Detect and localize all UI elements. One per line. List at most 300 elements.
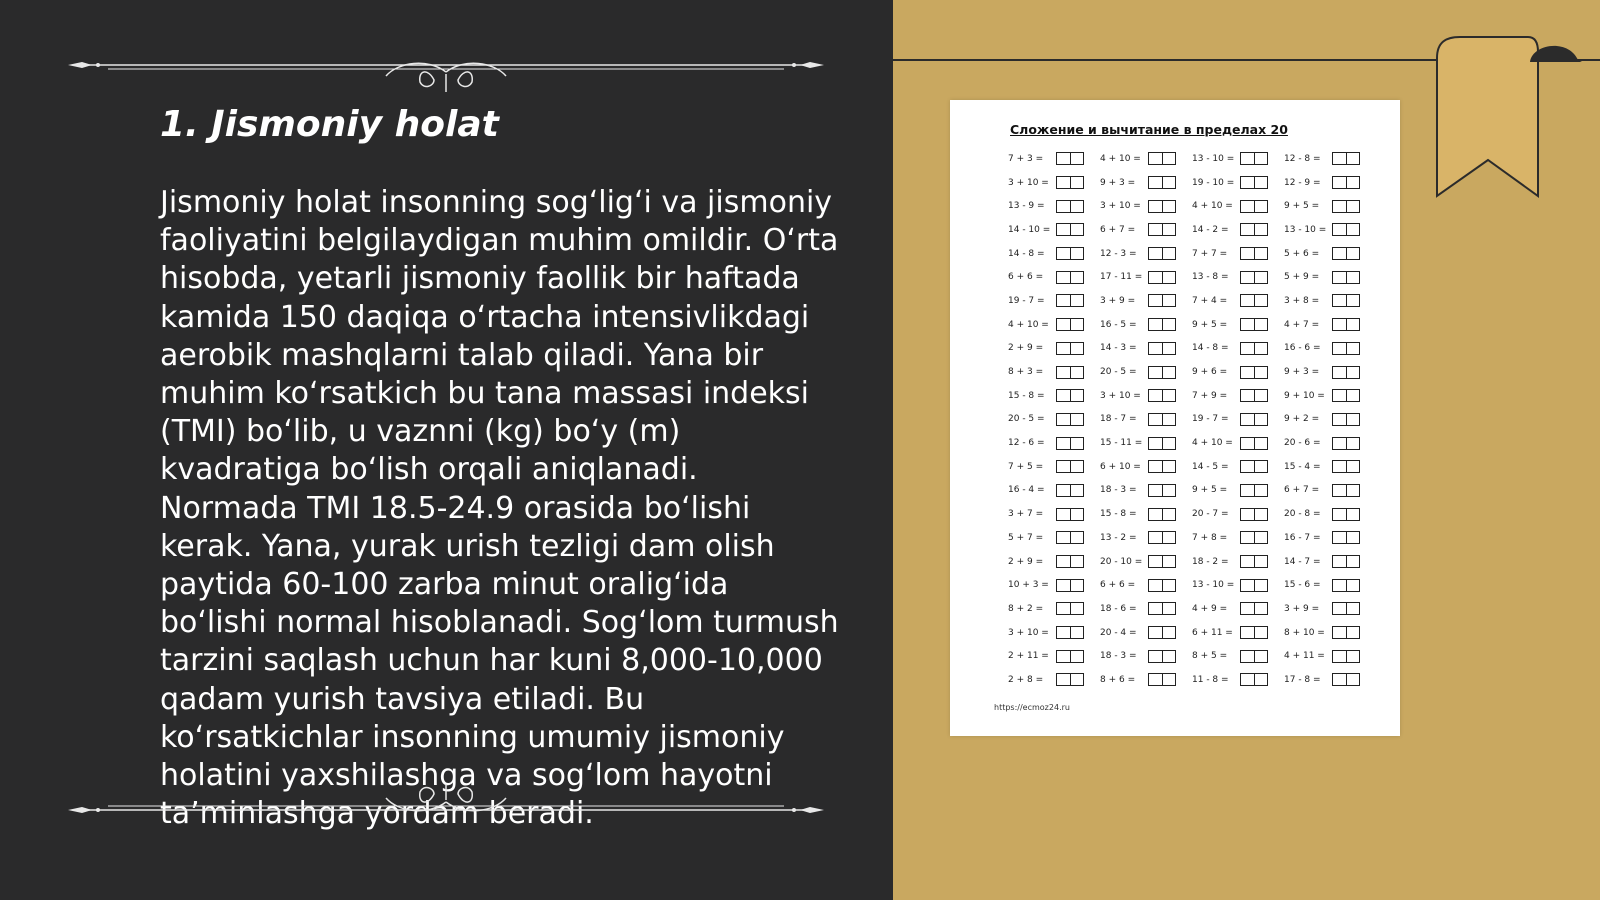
worksheet-title: Сложение и вычитание в пределах 20: [1010, 122, 1288, 137]
problem-expression: 15 - 11 =: [1100, 438, 1143, 449]
worksheet-problem: [1100, 555, 1192, 568]
worksheet-image: [950, 100, 1400, 736]
problem-expression: 3 + 10 =: [1008, 627, 1049, 638]
worksheet-row: [1008, 550, 1378, 574]
problem-expression: 11 - 8 =: [1192, 674, 1229, 685]
problem-expression: 18 - 3 =: [1100, 651, 1137, 662]
worksheet-row: [1008, 621, 1378, 645]
answer-boxes: [1332, 531, 1360, 544]
problem-expression: 18 - 3 =: [1100, 485, 1137, 496]
slide-title: 1. Jismoniy holat: [160, 104, 499, 145]
problem-expression: 4 + 9 =: [1192, 603, 1228, 614]
problem-expression: 14 - 8 =: [1008, 248, 1045, 259]
worksheet-problem: [1192, 413, 1284, 426]
worksheet-problem: [1192, 318, 1284, 331]
answer-boxes: [1056, 531, 1084, 544]
worksheet-problem: [1008, 176, 1100, 189]
worksheet-problem: [1100, 271, 1192, 284]
answer-boxes: [1332, 342, 1360, 355]
worksheet-problem: [1284, 484, 1376, 497]
answer-boxes: [1332, 626, 1360, 639]
worksheet-problem: [1008, 531, 1100, 544]
answer-boxes: [1148, 460, 1176, 473]
problem-expression: 15 - 8 =: [1100, 509, 1137, 520]
answer-boxes: [1240, 413, 1268, 426]
answer-boxes: [1240, 366, 1268, 379]
worksheet-problem: [1100, 294, 1192, 307]
worksheet-row: [1008, 644, 1378, 668]
problem-expression: 9 + 6 =: [1192, 367, 1228, 378]
worksheet-problem: [1192, 531, 1284, 544]
worksheet-problem: [1100, 366, 1192, 379]
answer-boxes: [1332, 673, 1360, 686]
answer-boxes: [1056, 673, 1084, 686]
answer-boxes: [1240, 579, 1268, 592]
answer-boxes: [1332, 602, 1360, 615]
worksheet-problem: [1100, 531, 1192, 544]
worksheet-problem: [1008, 626, 1100, 639]
worksheet-row: [1008, 337, 1378, 361]
worksheet-problem: [1100, 223, 1192, 236]
worksheet-problem: [1008, 579, 1100, 592]
worksheet-problem: [1008, 152, 1100, 165]
worksheet-problem: [1100, 650, 1192, 663]
worksheet-problem: [1284, 342, 1376, 355]
problem-expression: 20 - 6 =: [1284, 438, 1321, 449]
worksheet-problem: [1100, 318, 1192, 331]
worksheet-problem: [1284, 602, 1376, 615]
answer-boxes: [1148, 413, 1176, 426]
worksheet-problem: [1284, 531, 1376, 544]
worksheet-problem: [1284, 626, 1376, 639]
worksheet-problem: [1100, 673, 1192, 686]
problem-expression: 20 - 5 =: [1100, 367, 1137, 378]
worksheet-problem: [1008, 247, 1100, 260]
problem-expression: 7 + 5 =: [1008, 461, 1044, 472]
worksheet-problem: [1008, 271, 1100, 284]
problem-expression: 3 + 10 =: [1100, 390, 1141, 401]
worksheet-row: [1008, 265, 1378, 289]
worksheet-problem: [1100, 626, 1192, 639]
worksheet-problem: [1008, 602, 1100, 615]
worksheet-problem: [1100, 413, 1192, 426]
answer-boxes: [1148, 531, 1176, 544]
problem-expression: 2 + 9 =: [1008, 343, 1044, 354]
problem-expression: 12 - 6 =: [1008, 438, 1045, 449]
answer-boxes: [1056, 342, 1084, 355]
answer-boxes: [1056, 626, 1084, 639]
worksheet-problem: [1100, 152, 1192, 165]
answer-boxes: [1148, 389, 1176, 402]
problem-expression: 8 + 5 =: [1192, 651, 1228, 662]
worksheet-problem: [1284, 223, 1376, 236]
answer-boxes: [1240, 626, 1268, 639]
answer-boxes: [1056, 484, 1084, 497]
answer-boxes: [1332, 437, 1360, 450]
problem-expression: 7 + 4 =: [1192, 295, 1228, 306]
problem-expression: 13 - 2 =: [1100, 532, 1137, 543]
slide-body-text: Jismoniy holat insonning sog‘lig‘i va jismoniy faoliyatini belgilaydigan muhim omildir. O‘rta hisobda, yetarli jismoniy faollik bir haftada kamida 150 daqiqa o‘rtacha intensivlikdagi aerobik mashqlarni talab qiladi. Yana bir muhim ko‘rsatkich bu tana massasi indeksi (TMI) bo‘lib, u vaznni (kg) bo‘y (m) kvadratiga bo‘lish orqali aniqlanadi. Normada TMI 18.5-24.9 orasida bo‘lishi kerak. Yana, yurak urish tezligi dam olish paytida 60-100 zarba minut oralig‘ida bo‘lishi normal hisoblanadi. Sog‘lom turmush tarzini saqlash uchun har kuni 8,000-10,000 qadam yurish tavsiya etiladi. Bu ko‘rsatkichlar insonning umumiy jismoniy holatini yaxshilashga va sog‘lom hayotni ta’minlashga yordam beradi.: [160, 185, 839, 832]
answer-boxes: [1056, 247, 1084, 260]
bookmark-loop-icon: [1528, 36, 1584, 76]
worksheet-row: [1008, 573, 1378, 597]
worksheet-row: [1008, 147, 1378, 171]
problem-expression: 14 - 2 =: [1192, 224, 1229, 235]
answer-boxes: [1332, 650, 1360, 663]
worksheet-row: [1008, 502, 1378, 526]
answer-boxes: [1332, 484, 1360, 497]
answer-boxes: [1332, 200, 1360, 213]
problem-expression: 7 + 3 =: [1008, 153, 1044, 164]
worksheet-problem: [1008, 460, 1100, 473]
worksheet-row: [1008, 313, 1378, 337]
answer-boxes: [1056, 579, 1084, 592]
problem-expression: 15 - 8 =: [1008, 390, 1045, 401]
problem-expression: 7 + 8 =: [1192, 532, 1228, 543]
problem-expression: 14 - 3 =: [1100, 343, 1137, 354]
worksheet-row: [1008, 479, 1378, 503]
problem-expression: 9 + 5 =: [1192, 485, 1228, 496]
problem-expression: 9 + 2 =: [1284, 414, 1320, 425]
problem-expression: 2 + 8 =: [1008, 674, 1044, 685]
problem-expression: 16 - 4 =: [1008, 485, 1045, 496]
worksheet-problem: [1008, 366, 1100, 379]
answer-boxes: [1332, 460, 1360, 473]
worksheet-problem: [1192, 602, 1284, 615]
answer-boxes: [1332, 152, 1360, 165]
worksheet-problem: [1008, 673, 1100, 686]
problem-expression: 8 + 6 =: [1100, 674, 1136, 685]
answer-boxes: [1148, 342, 1176, 355]
worksheet-grid: [1008, 147, 1378, 692]
worksheet-problem: [1100, 579, 1192, 592]
problem-expression: 4 + 10 =: [1192, 201, 1233, 212]
problem-expression: 19 - 7 =: [1192, 414, 1229, 425]
answer-boxes: [1240, 176, 1268, 189]
answer-boxes: [1332, 223, 1360, 236]
worksheet-problem: [1284, 460, 1376, 473]
answer-boxes: [1332, 366, 1360, 379]
answer-boxes: [1148, 176, 1176, 189]
answer-boxes: [1148, 200, 1176, 213]
problem-expression: 16 - 6 =: [1284, 343, 1321, 354]
answer-boxes: [1240, 673, 1268, 686]
worksheet-problem: [1008, 223, 1100, 236]
worksheet-url: https://ecmoz24.ru: [994, 703, 1070, 712]
answer-boxes: [1240, 484, 1268, 497]
worksheet-row: [1008, 431, 1378, 455]
problem-expression: 9 + 3 =: [1100, 177, 1136, 188]
worksheet-problem: [1100, 460, 1192, 473]
problem-expression: 2 + 9 =: [1008, 556, 1044, 567]
problem-expression: 12 - 8 =: [1284, 153, 1321, 164]
answer-boxes: [1332, 247, 1360, 260]
worksheet-problem: [1008, 508, 1100, 521]
worksheet-row: [1008, 384, 1378, 408]
worksheet-row: [1008, 455, 1378, 479]
worksheet-problem: [1008, 294, 1100, 307]
worksheet-problem: [1284, 200, 1376, 213]
problem-expression: 6 + 6 =: [1008, 272, 1044, 283]
answer-boxes: [1056, 413, 1084, 426]
worksheet-row: [1008, 289, 1378, 313]
problem-expression: 20 - 5 =: [1008, 414, 1045, 425]
worksheet-problem: [1284, 508, 1376, 521]
problem-expression: 6 + 7 =: [1284, 485, 1320, 496]
worksheet-problem: [1192, 579, 1284, 592]
problem-expression: 20 - 8 =: [1284, 509, 1321, 520]
answer-boxes: [1240, 531, 1268, 544]
problem-expression: 3 + 10 =: [1100, 201, 1141, 212]
answer-boxes: [1148, 673, 1176, 686]
problem-expression: 8 + 10 =: [1284, 627, 1325, 638]
answer-boxes: [1332, 176, 1360, 189]
problem-expression: 8 + 2 =: [1008, 603, 1044, 614]
top-ornament-divider: [68, 52, 824, 92]
worksheet-problem: [1284, 176, 1376, 189]
problem-expression: 5 + 9 =: [1284, 272, 1320, 283]
problem-expression: 7 + 7 =: [1192, 248, 1228, 259]
worksheet-row: [1008, 218, 1378, 242]
answer-boxes: [1148, 366, 1176, 379]
answer-boxes: [1056, 318, 1084, 331]
answer-boxes: [1332, 579, 1360, 592]
worksheet-row: [1008, 408, 1378, 432]
worksheet-problem: [1192, 342, 1284, 355]
answer-boxes: [1332, 508, 1360, 521]
problem-expression: 4 + 10 =: [1008, 319, 1049, 330]
answer-boxes: [1148, 271, 1176, 284]
problem-expression: 9 + 10 =: [1284, 390, 1325, 401]
answer-boxes: [1148, 555, 1176, 568]
answer-boxes: [1148, 650, 1176, 663]
problem-expression: 16 - 7 =: [1284, 532, 1321, 543]
answer-boxes: [1240, 437, 1268, 450]
answer-boxes: [1332, 318, 1360, 331]
problem-expression: 8 + 3 =: [1008, 367, 1044, 378]
worksheet-problem: [1284, 247, 1376, 260]
problem-expression: 5 + 6 =: [1284, 248, 1320, 259]
worksheet-problem: [1192, 460, 1284, 473]
answer-boxes: [1056, 152, 1084, 165]
answer-boxes: [1056, 200, 1084, 213]
answer-boxes: [1148, 484, 1176, 497]
worksheet-problem: [1284, 271, 1376, 284]
worksheet-problem: [1284, 294, 1376, 307]
worksheet-row: [1008, 597, 1378, 621]
answer-boxes: [1056, 176, 1084, 189]
answer-boxes: [1148, 223, 1176, 236]
worksheet-problem: [1192, 271, 1284, 284]
bookmark-ribbon-icon: [1436, 36, 1540, 198]
worksheet-problem: [1284, 318, 1376, 331]
problem-expression: 7 + 9 =: [1192, 390, 1228, 401]
answer-boxes: [1148, 152, 1176, 165]
worksheet-problem: [1100, 389, 1192, 402]
worksheet-problem: [1284, 389, 1376, 402]
answer-boxes: [1056, 294, 1084, 307]
problem-expression: 14 - 7 =: [1284, 556, 1321, 567]
problem-expression: 20 - 4 =: [1100, 627, 1137, 638]
problem-expression: 20 - 10 =: [1100, 556, 1143, 567]
problem-expression: 13 - 10 =: [1192, 580, 1235, 591]
answer-boxes: [1056, 508, 1084, 521]
worksheet-row: [1008, 171, 1378, 195]
worksheet-problem: [1284, 366, 1376, 379]
bottom-ornament-divider: [68, 784, 824, 824]
answer-boxes: [1056, 437, 1084, 450]
answer-boxes: [1056, 366, 1084, 379]
answer-boxes: [1240, 602, 1268, 615]
worksheet-problem: [1192, 626, 1284, 639]
problem-expression: 4 + 7 =: [1284, 319, 1320, 330]
problem-expression: 9 + 5 =: [1192, 319, 1228, 330]
worksheet-problem: [1284, 555, 1376, 568]
problem-expression: 6 + 6 =: [1100, 580, 1136, 591]
worksheet-problem: [1192, 437, 1284, 450]
answer-boxes: [1056, 650, 1084, 663]
answer-boxes: [1148, 437, 1176, 450]
worksheet-problem: [1100, 484, 1192, 497]
worksheet-problem: [1192, 223, 1284, 236]
answer-boxes: [1148, 508, 1176, 521]
problem-expression: 14 - 10 =: [1008, 224, 1051, 235]
worksheet-problem: [1284, 152, 1376, 165]
problem-expression: 18 - 2 =: [1192, 556, 1229, 567]
worksheet-problem: [1192, 200, 1284, 213]
worksheet-problem: [1008, 342, 1100, 355]
worksheet-problem: [1192, 555, 1284, 568]
worksheet-problem: [1008, 555, 1100, 568]
problem-expression: 20 - 7 =: [1192, 509, 1229, 520]
problem-expression: 3 + 9 =: [1100, 295, 1136, 306]
worksheet-problem: [1100, 176, 1192, 189]
problem-expression: 13 - 10 =: [1284, 224, 1327, 235]
answer-boxes: [1240, 460, 1268, 473]
problem-expression: 13 - 9 =: [1008, 201, 1045, 212]
problem-expression: 16 - 5 =: [1100, 319, 1137, 330]
answer-boxes: [1332, 413, 1360, 426]
worksheet-row: [1008, 360, 1378, 384]
worksheet-problem: [1100, 437, 1192, 450]
worksheet-problem: [1192, 294, 1284, 307]
answer-boxes: [1148, 626, 1176, 639]
problem-expression: 13 - 10 =: [1192, 153, 1235, 164]
problem-expression: 14 - 5 =: [1192, 461, 1229, 472]
problem-expression: 9 + 5 =: [1284, 201, 1320, 212]
answer-boxes: [1332, 294, 1360, 307]
problem-expression: 3 + 8 =: [1284, 295, 1320, 306]
worksheet-problem: [1008, 389, 1100, 402]
problem-expression: 9 + 3 =: [1284, 367, 1320, 378]
worksheet-problem: [1008, 413, 1100, 426]
answer-boxes: [1240, 342, 1268, 355]
answer-boxes: [1148, 579, 1176, 592]
worksheet-row: [1008, 194, 1378, 218]
answer-boxes: [1148, 602, 1176, 615]
worksheet-problem: [1008, 200, 1100, 213]
problem-expression: 3 + 10 =: [1008, 177, 1049, 188]
problem-expression: 18 - 6 =: [1100, 603, 1137, 614]
answer-boxes: [1240, 223, 1268, 236]
worksheet-problem: [1192, 366, 1284, 379]
answer-boxes: [1148, 294, 1176, 307]
problem-expression: 15 - 4 =: [1284, 461, 1321, 472]
worksheet-problem: [1100, 508, 1192, 521]
answer-boxes: [1240, 152, 1268, 165]
worksheet-problem: [1284, 673, 1376, 686]
answer-boxes: [1240, 247, 1268, 260]
worksheet-problem: [1192, 508, 1284, 521]
problem-expression: 14 - 8 =: [1192, 343, 1229, 354]
answer-boxes: [1240, 200, 1268, 213]
worksheet-row: [1008, 526, 1378, 550]
problem-expression: 6 + 11 =: [1192, 627, 1233, 638]
answer-boxes: [1240, 294, 1268, 307]
worksheet-problem: [1192, 152, 1284, 165]
answer-boxes: [1148, 318, 1176, 331]
answer-boxes: [1056, 602, 1084, 615]
problem-expression: 13 - 8 =: [1192, 272, 1229, 283]
problem-expression: 12 - 3 =: [1100, 248, 1137, 259]
problem-expression: 3 + 9 =: [1284, 603, 1320, 614]
worksheet-problem: [1284, 579, 1376, 592]
problem-expression: 3 + 7 =: [1008, 509, 1044, 520]
problem-expression: 4 + 10 =: [1192, 438, 1233, 449]
answer-boxes: [1332, 555, 1360, 568]
problem-expression: 17 - 11 =: [1100, 272, 1143, 283]
worksheet-problem: [1192, 484, 1284, 497]
answer-boxes: [1332, 271, 1360, 284]
worksheet-problem: [1008, 484, 1100, 497]
answer-boxes: [1332, 389, 1360, 402]
problem-expression: 4 + 10 =: [1100, 153, 1141, 164]
answer-boxes: [1240, 555, 1268, 568]
worksheet-problem: [1284, 437, 1376, 450]
worksheet-problem: [1284, 650, 1376, 663]
worksheet-row: [1008, 242, 1378, 266]
problem-expression: 4 + 11 =: [1284, 651, 1325, 662]
worksheet-problem: [1192, 176, 1284, 189]
worksheet-problem: [1008, 650, 1100, 663]
problem-expression: 12 - 9 =: [1284, 177, 1321, 188]
worksheet-row: [1008, 668, 1378, 692]
worksheet-problem: [1192, 673, 1284, 686]
worksheet-problem: [1100, 602, 1192, 615]
problem-expression: 6 + 10 =: [1100, 461, 1141, 472]
problem-expression: 19 - 7 =: [1008, 295, 1045, 306]
worksheet-problem: [1100, 247, 1192, 260]
worksheet-problem: [1008, 437, 1100, 450]
answer-boxes: [1240, 318, 1268, 331]
problem-expression: 18 - 7 =: [1100, 414, 1137, 425]
answer-boxes: [1148, 247, 1176, 260]
problem-expression: 15 - 6 =: [1284, 580, 1321, 591]
worksheet-problem: [1192, 247, 1284, 260]
answer-boxes: [1240, 389, 1268, 402]
answer-boxes: [1056, 460, 1084, 473]
worksheet-problem: [1192, 650, 1284, 663]
answer-boxes: [1056, 555, 1084, 568]
answer-boxes: [1240, 271, 1268, 284]
problem-expression: 10 + 3 =: [1008, 580, 1049, 591]
worksheet-problem: [1100, 342, 1192, 355]
answer-boxes: [1240, 508, 1268, 521]
problem-expression: 19 - 10 =: [1192, 177, 1235, 188]
problem-expression: 17 - 8 =: [1284, 674, 1321, 685]
problem-expression: 5 + 7 =: [1008, 532, 1044, 543]
worksheet-problem: [1192, 389, 1284, 402]
